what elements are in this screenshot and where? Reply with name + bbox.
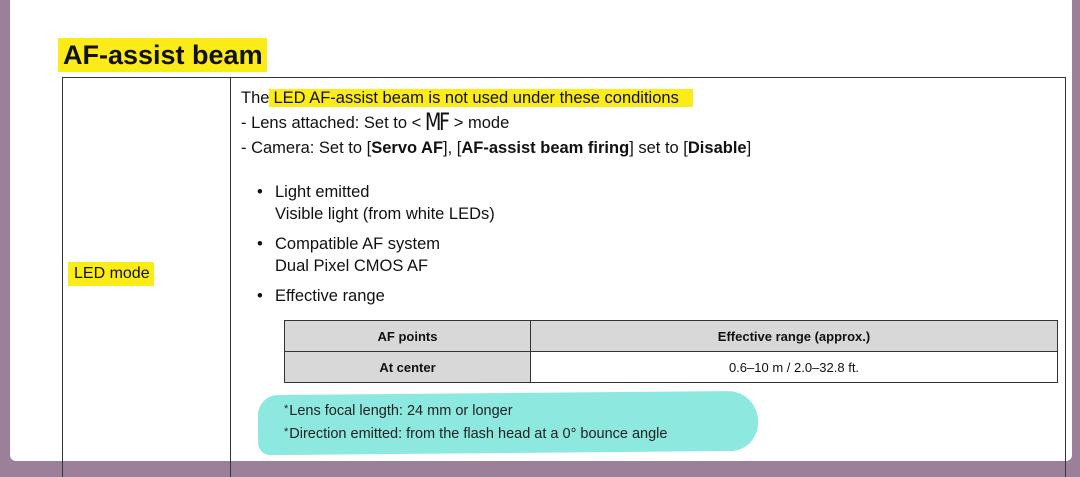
footnote-text: Lens focal length: 24 mm or longer	[289, 403, 513, 419]
footnote	[284, 422, 667, 445]
camera-condition-end: ]	[746, 139, 752, 157]
bullet-icon: •	[257, 183, 263, 201]
conditions-line-lens	[241, 108, 751, 136]
column-header-effective-range: Effective range (approx.)	[531, 321, 1058, 352]
column-divider	[230, 78, 231, 477]
range-value: 0.6–10 m / 2.0–32.8 ft.	[531, 352, 1058, 383]
page-title: AF-assist beam	[58, 38, 267, 72]
footnote-marker: *	[284, 426, 289, 438]
bullet-heading: Compatible AF system	[275, 235, 441, 253]
column-header-af-points: AF points	[285, 321, 531, 352]
footnote-text: Direction emitted: from the flash head at a 0° bounce angle	[289, 426, 668, 442]
mf-mode-icon: MF	[425, 108, 448, 136]
camera-condition-sep-2: ] set to [	[629, 139, 688, 157]
conditions-highlight: LED AF-assist beam is not used under these conditions	[269, 89, 692, 107]
footnote	[284, 399, 667, 422]
row-header-at-center: At center	[285, 352, 531, 383]
table-header-row	[285, 321, 1058, 352]
bullet-icon: •	[257, 235, 263, 253]
servo-af-setting: Servo AF	[371, 139, 444, 157]
bullet-heading: Light emitted	[275, 183, 370, 201]
footnotes	[284, 399, 667, 445]
row-label-led-mode: LED mode	[68, 262, 154, 286]
bullet-heading: Effective range	[275, 287, 385, 305]
effective-range-table	[284, 320, 1058, 383]
bullet-icon: •	[257, 287, 263, 305]
lens-condition-suffix: > mode	[453, 114, 510, 132]
beam-firing-setting: AF-assist beam firing	[461, 139, 630, 157]
table-row	[285, 352, 1058, 383]
conditions-text	[241, 86, 751, 161]
conditions-lead: The	[241, 89, 270, 107]
bullet-detail: Visible light (from white LEDs)	[275, 205, 495, 223]
conditions-line-1	[241, 86, 751, 111]
camera-condition-prefix: - Camera: Set to [	[241, 139, 372, 157]
camera-condition-sep-1: ], [	[443, 139, 462, 157]
footnote-marker: *	[284, 403, 289, 415]
document-page	[10, 0, 1072, 461]
lens-condition-prefix: - Lens attached: Set to <	[241, 114, 422, 132]
conditions-line-camera	[241, 136, 751, 161]
disable-setting: Disable	[687, 139, 747, 157]
bullet-detail: Dual Pixel CMOS AF	[275, 257, 429, 275]
